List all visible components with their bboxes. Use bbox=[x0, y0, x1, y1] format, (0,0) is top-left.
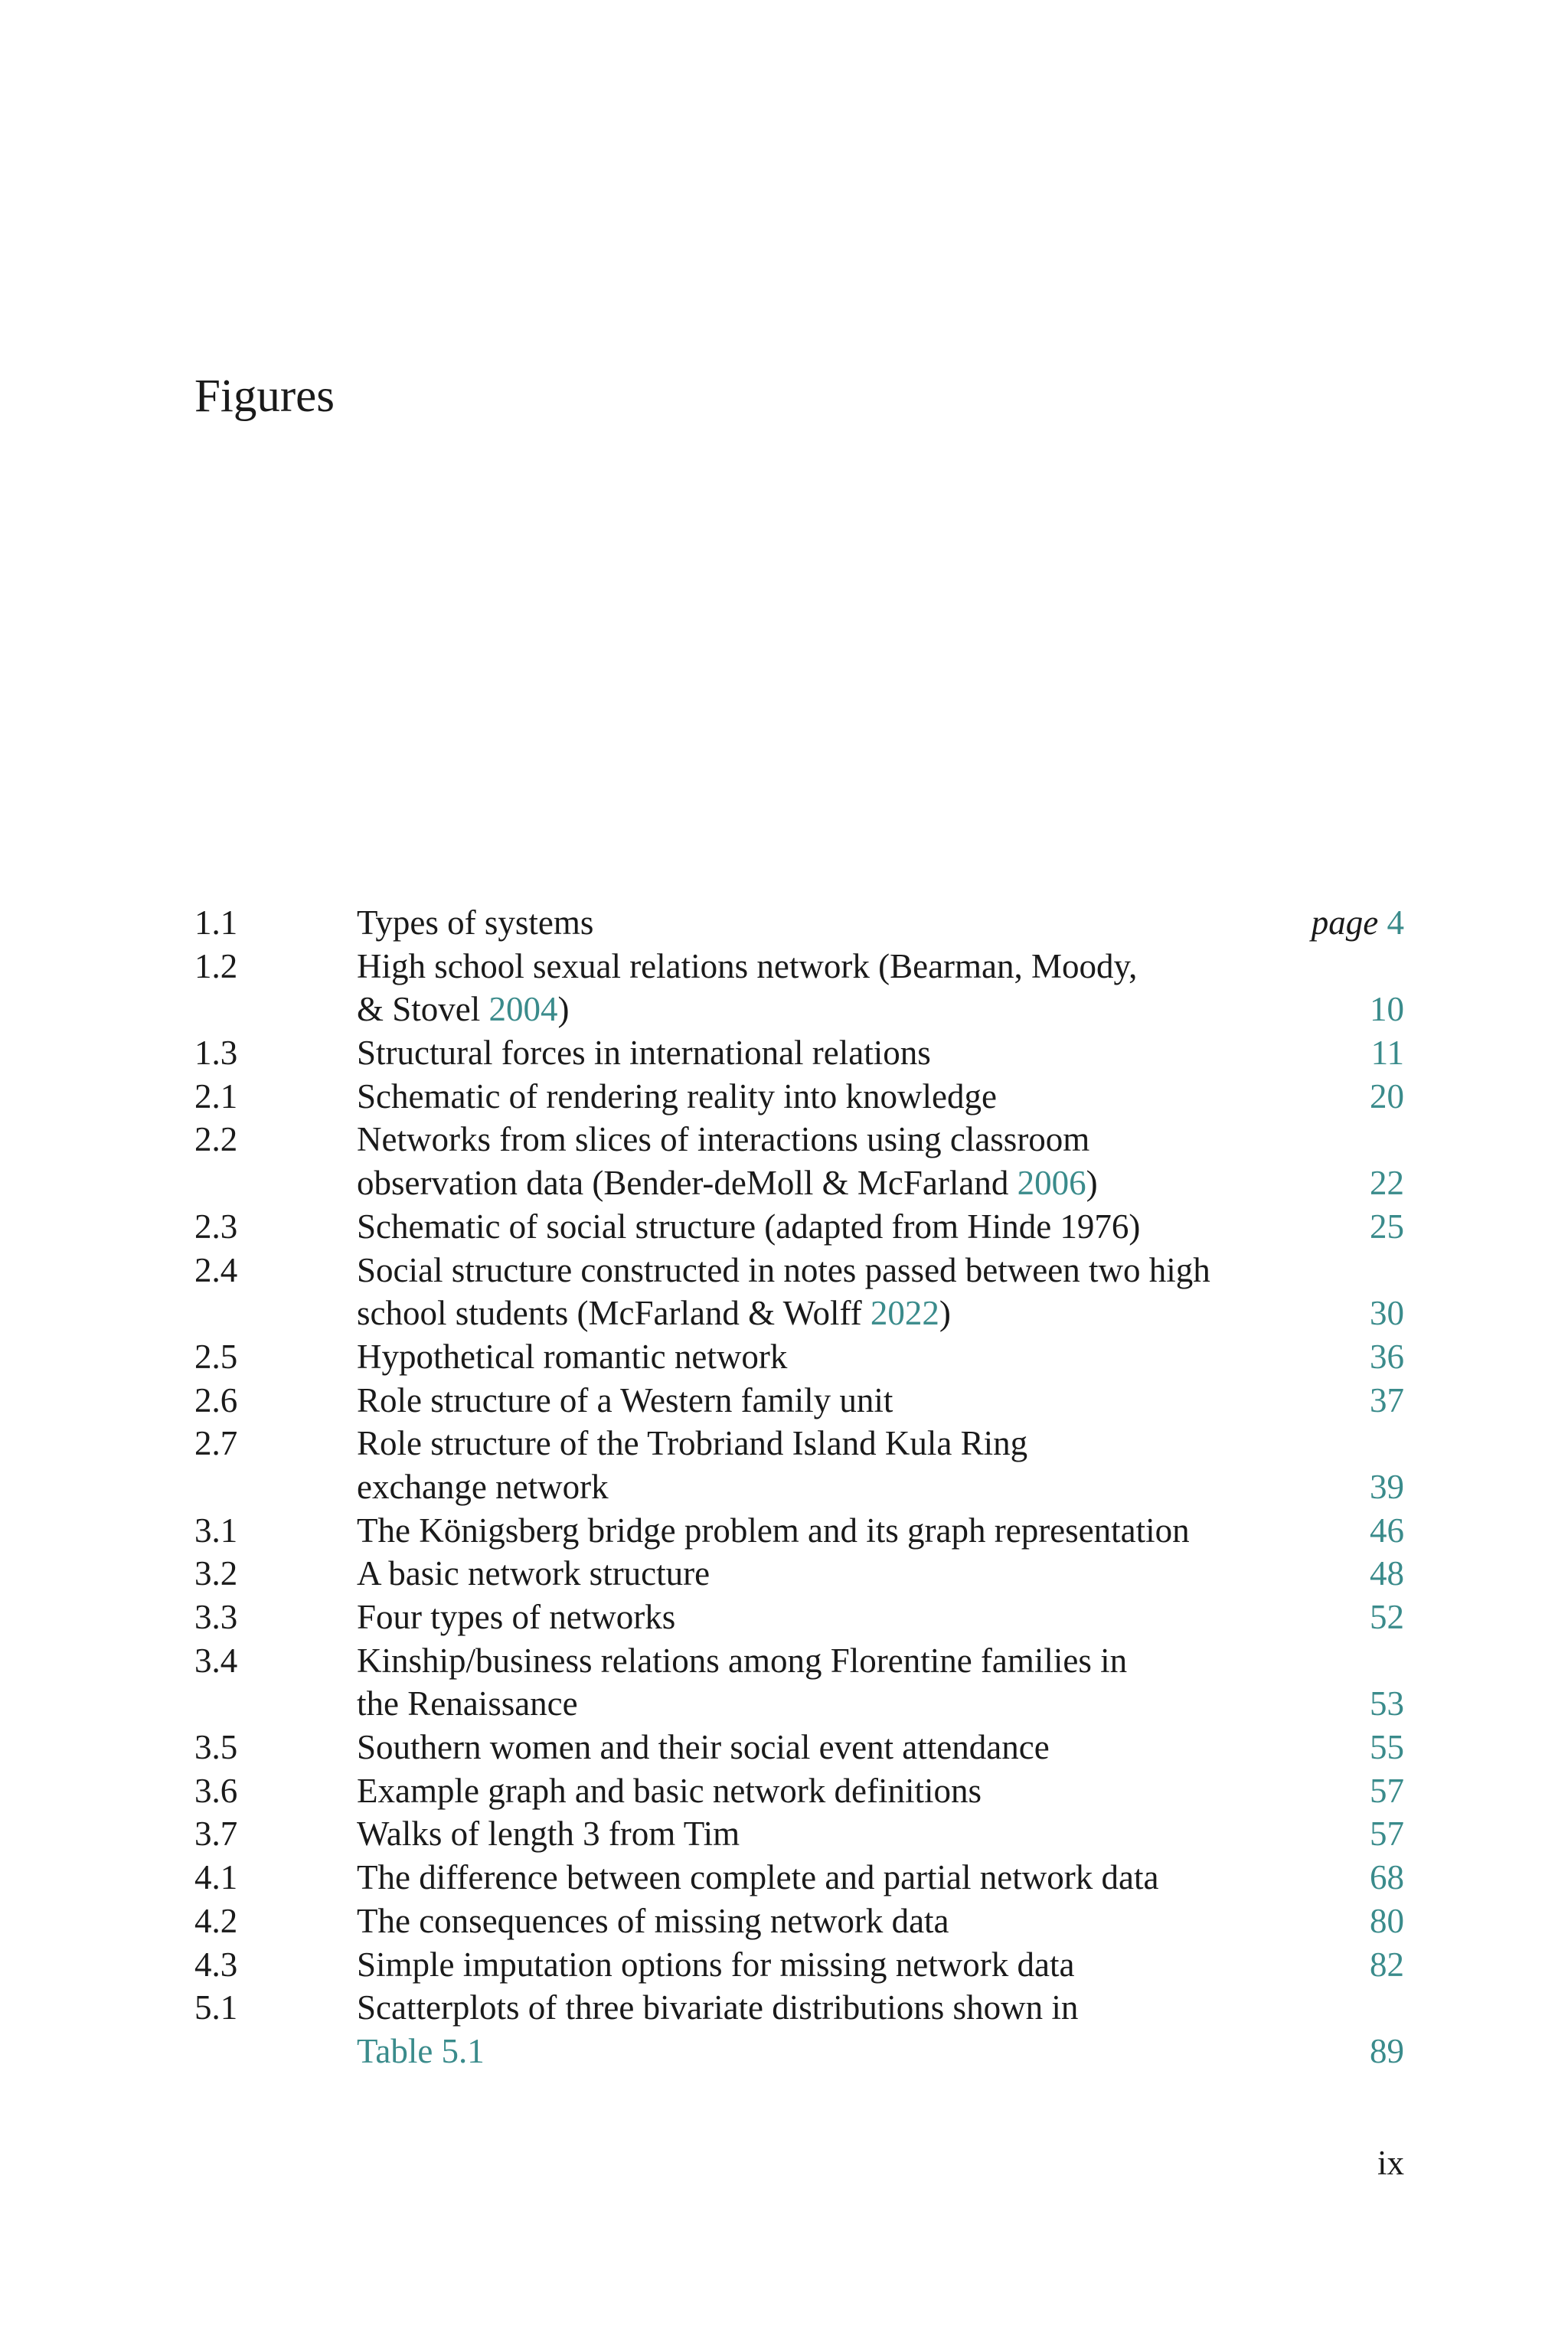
page-number-link[interactable]: 82 bbox=[1370, 1945, 1404, 1984]
page-link[interactable] bbox=[1370, 1161, 1404, 1205]
page-link[interactable] bbox=[1370, 1900, 1404, 1943]
title-text: Scatterplots of three bivariate distributions shown in bbox=[357, 1988, 1079, 2027]
entry-line bbox=[194, 1596, 1404, 1639]
entry-line bbox=[194, 1900, 1404, 1943]
figure-number: 1.3 bbox=[194, 1034, 238, 1073]
figure-title bbox=[357, 1552, 710, 1596]
figure-number: 3.5 bbox=[194, 1728, 238, 1767]
figure-title bbox=[357, 901, 593, 945]
entry-line bbox=[194, 1856, 1404, 1900]
figure-title bbox=[357, 1509, 1190, 1553]
page-link[interactable] bbox=[1370, 1335, 1404, 1379]
page-link[interactable] bbox=[1370, 1726, 1404, 1769]
entry-line bbox=[194, 1335, 1404, 1379]
figure-title bbox=[357, 1812, 740, 1856]
figure-title bbox=[357, 1292, 951, 1335]
page-link[interactable] bbox=[1370, 1812, 1404, 1856]
page-link[interactable] bbox=[1370, 1552, 1404, 1596]
page-number-link[interactable]: 57 bbox=[1370, 1815, 1404, 1854]
figure-number: 1.2 bbox=[194, 946, 238, 985]
figure-number: 2.7 bbox=[194, 1424, 238, 1463]
page-link[interactable] bbox=[1370, 1379, 1404, 1423]
figure-number: 3.7 bbox=[194, 1815, 238, 1854]
page-number-link[interactable]: 11 bbox=[1370, 1034, 1404, 1073]
title-text: Walks of length 3 from Tim bbox=[357, 1815, 740, 1854]
page-link[interactable] bbox=[1370, 1682, 1404, 1726]
figure-number: 3.6 bbox=[194, 1771, 238, 1810]
page-number-link[interactable]: 55 bbox=[1370, 1728, 1404, 1767]
entry-line bbox=[194, 1292, 1404, 1335]
page-link[interactable] bbox=[1370, 2030, 1404, 2073]
page-number-link[interactable]: 48 bbox=[1370, 1554, 1404, 1593]
figure-entry[interactable] bbox=[194, 1769, 1404, 1813]
figure-number: 4.2 bbox=[194, 1901, 238, 1940]
figure-entry[interactable] bbox=[194, 1205, 1404, 1249]
title-text: exchange network bbox=[357, 1467, 609, 1506]
entry-line bbox=[194, 1031, 1404, 1075]
title-text: Four types of networks bbox=[357, 1598, 676, 1636]
page-number-link[interactable]: 80 bbox=[1370, 1901, 1404, 1940]
title-text: Social structure constructed in notes passed between two high bbox=[357, 1250, 1210, 1289]
entry-line bbox=[194, 1682, 1404, 1726]
figure-entry[interactable] bbox=[194, 1118, 1404, 1204]
entry-line bbox=[194, 1161, 1404, 1205]
figure-number: 2.2 bbox=[194, 1120, 238, 1159]
entry-line bbox=[194, 1943, 1404, 1987]
page-number-link[interactable]: 20 bbox=[1370, 1076, 1404, 1116]
figure-entry[interactable] bbox=[194, 1900, 1404, 1943]
entry-line bbox=[194, 1118, 1404, 1161]
figure-title bbox=[357, 1986, 1078, 2030]
figure-title bbox=[357, 1682, 578, 1726]
figure-entry[interactable] bbox=[194, 945, 1404, 1031]
page-number-link[interactable]: 36 bbox=[1370, 1337, 1404, 1376]
title-text: the Renaissance bbox=[357, 1684, 578, 1723]
page-prefix: page bbox=[1311, 903, 1379, 942]
figure-entry[interactable] bbox=[194, 1856, 1404, 1900]
figure-title bbox=[357, 1249, 1210, 1292]
figure-entry[interactable] bbox=[194, 1249, 1404, 1335]
figure-title bbox=[357, 1161, 1098, 1205]
figure-title bbox=[357, 1900, 949, 1943]
reference-link[interactable]: 2022 bbox=[870, 1294, 939, 1333]
figure-entry[interactable] bbox=[194, 1812, 1404, 1856]
figure-number: 2.5 bbox=[194, 1337, 238, 1376]
entry-line bbox=[194, 1465, 1404, 1509]
entry-line bbox=[194, 1422, 1404, 1465]
figure-entry[interactable] bbox=[194, 1986, 1404, 2073]
title-text: Southern women and their social event attendance bbox=[357, 1728, 1050, 1767]
figure-entry[interactable] bbox=[194, 1943, 1404, 1987]
figure-title bbox=[357, 1379, 893, 1423]
reference-link[interactable]: Table 5.1 bbox=[357, 2031, 485, 2070]
figure-title bbox=[357, 1422, 1027, 1465]
entry-line bbox=[194, 1075, 1404, 1119]
entry-line bbox=[194, 1812, 1404, 1856]
figure-number: 3.2 bbox=[194, 1554, 238, 1593]
entry-line bbox=[194, 1205, 1404, 1249]
title-text: The Königsberg bridge problem and its graph representation bbox=[357, 1511, 1190, 1550]
page-number-link[interactable]: 22 bbox=[1370, 1164, 1404, 1203]
figure-entry[interactable] bbox=[194, 1596, 1404, 1639]
figure-entry[interactable] bbox=[194, 1031, 1404, 1075]
entry-line bbox=[194, 1379, 1404, 1423]
figure-entry[interactable] bbox=[194, 1726, 1404, 1769]
page-link[interactable] bbox=[1312, 901, 1404, 945]
title-text: observation data (Bender-deMoll & McFarland bbox=[357, 1164, 1018, 1203]
title-text: Role structure of a Western family unit bbox=[357, 1380, 893, 1419]
page-heading: Figures bbox=[194, 371, 335, 422]
page-number-link[interactable]: 46 bbox=[1370, 1511, 1404, 1550]
page-link[interactable] bbox=[1370, 1465, 1404, 1509]
title-text: Types of systems bbox=[357, 903, 594, 942]
figure-number: 1.1 bbox=[194, 903, 238, 942]
page-number-link[interactable]: 57 bbox=[1370, 1771, 1404, 1810]
title-text: Hypothetical romantic network bbox=[357, 1337, 788, 1376]
page-number-link[interactable]: 52 bbox=[1370, 1598, 1404, 1636]
figure-entry[interactable] bbox=[194, 1075, 1404, 1119]
title-text: Structural forces in international relations bbox=[357, 1034, 931, 1073]
figure-title bbox=[357, 988, 570, 1031]
figure-entry[interactable] bbox=[194, 901, 1404, 945]
title-text: Simple imputation options for missing network data bbox=[357, 1945, 1075, 1984]
page-number: ix bbox=[1377, 2144, 1404, 2182]
page-link[interactable] bbox=[1370, 1856, 1404, 1900]
figure-number: 2.3 bbox=[194, 1207, 238, 1246]
figure-number: 2.6 bbox=[194, 1380, 238, 1419]
title-text: school students (McFarland & Wolff bbox=[357, 1294, 871, 1333]
figure-entry[interactable] bbox=[194, 1379, 1404, 1423]
entry-line bbox=[194, 1726, 1404, 1769]
figure-number: 4.1 bbox=[194, 1858, 238, 1897]
figure-entry[interactable] bbox=[194, 1422, 1404, 1508]
page-number-link[interactable]: 10 bbox=[1370, 990, 1404, 1029]
entry-line bbox=[194, 901, 1404, 945]
figure-title bbox=[357, 1031, 931, 1075]
title-text: A basic network structure bbox=[357, 1554, 710, 1593]
entry-line bbox=[194, 945, 1404, 988]
entry-line bbox=[194, 1639, 1404, 1683]
entry-line bbox=[194, 1509, 1404, 1553]
title-text: ) bbox=[557, 990, 570, 1029]
figure-title bbox=[357, 1726, 1050, 1769]
figure-entry[interactable] bbox=[194, 1552, 1404, 1596]
page-link[interactable] bbox=[1370, 1075, 1404, 1119]
figure-title bbox=[357, 1943, 1074, 1987]
title-text: Kinship/business relations among Florentine families in bbox=[357, 1641, 1128, 1680]
page-link[interactable] bbox=[1370, 1292, 1404, 1335]
figure-number: 3.4 bbox=[194, 1641, 238, 1680]
title-text: Role structure of the Trobriand Island Kula Ring bbox=[357, 1424, 1028, 1463]
figure-number: 5.1 bbox=[194, 1988, 238, 2027]
page-number-link[interactable]: 4 bbox=[1387, 903, 1404, 942]
figure-title bbox=[357, 945, 1137, 988]
entry-line bbox=[194, 1769, 1404, 1813]
title-text: Schematic of social structure (adapted from Hinde 1976) bbox=[357, 1207, 1141, 1246]
figure-title bbox=[357, 1205, 1140, 1249]
title-text: ) bbox=[939, 1294, 951, 1333]
figure-title bbox=[357, 1075, 997, 1119]
figure-title bbox=[357, 1335, 787, 1379]
figure-entry[interactable] bbox=[194, 1335, 1404, 1379]
figure-title bbox=[357, 1856, 1158, 1900]
figure-entry[interactable] bbox=[194, 1639, 1404, 1726]
page-number-link[interactable]: 53 bbox=[1370, 1684, 1404, 1723]
entry-line bbox=[194, 988, 1404, 1031]
page-link[interactable] bbox=[1370, 1205, 1404, 1249]
figure-title bbox=[357, 1769, 982, 1813]
page-link[interactable] bbox=[1371, 1031, 1404, 1075]
title-text: Example graph and basic network definitions bbox=[357, 1771, 982, 1810]
figure-title bbox=[357, 1465, 609, 1509]
entry-line bbox=[194, 1249, 1404, 1292]
title-text: High school sexual relations network (Bearman, Moody, bbox=[357, 946, 1138, 985]
title-text: ) bbox=[1086, 1164, 1098, 1203]
reference-link[interactable]: 2004 bbox=[488, 990, 558, 1029]
entry-line bbox=[194, 1552, 1404, 1596]
figure-number: 3.3 bbox=[194, 1598, 238, 1636]
page-link[interactable] bbox=[1370, 988, 1404, 1031]
figure-title bbox=[357, 1118, 1089, 1161]
title-text: The consequences of missing network data bbox=[357, 1901, 949, 1940]
figure-title bbox=[357, 1639, 1127, 1683]
page-number-link[interactable]: 68 bbox=[1370, 1858, 1404, 1897]
page-link[interactable] bbox=[1370, 1509, 1404, 1553]
figure-number: 2.4 bbox=[194, 1250, 238, 1289]
reference-link[interactable]: 2006 bbox=[1017, 1164, 1086, 1203]
page-number-link[interactable]: 39 bbox=[1370, 1467, 1404, 1506]
title-text: Networks from slices of interactions using classroom bbox=[357, 1120, 1090, 1159]
page-link[interactable] bbox=[1370, 1943, 1404, 1987]
page-link[interactable] bbox=[1370, 1596, 1404, 1639]
page-number-link[interactable]: 25 bbox=[1370, 1207, 1404, 1246]
title-text: & Stovel bbox=[357, 990, 489, 1029]
figure-title bbox=[357, 2030, 485, 2073]
figure-number: 2.1 bbox=[194, 1076, 238, 1116]
page-link[interactable] bbox=[1370, 1769, 1404, 1813]
figures-list bbox=[194, 901, 1404, 2073]
figure-number: 3.1 bbox=[194, 1511, 238, 1550]
figure-title bbox=[357, 1596, 675, 1639]
page-number-link[interactable]: 30 bbox=[1370, 1294, 1404, 1333]
figure-entry[interactable] bbox=[194, 1509, 1404, 1553]
figure-number: 4.3 bbox=[194, 1945, 238, 1984]
title-text: The difference between complete and partial network data bbox=[357, 1858, 1159, 1897]
page-number-link[interactable]: 37 bbox=[1370, 1380, 1404, 1419]
entry-line bbox=[194, 2030, 1404, 2073]
page-number-link[interactable]: 89 bbox=[1370, 2031, 1404, 2070]
entry-line bbox=[194, 1986, 1404, 2030]
title-text: Schematic of rendering reality into knowledge bbox=[357, 1076, 997, 1116]
